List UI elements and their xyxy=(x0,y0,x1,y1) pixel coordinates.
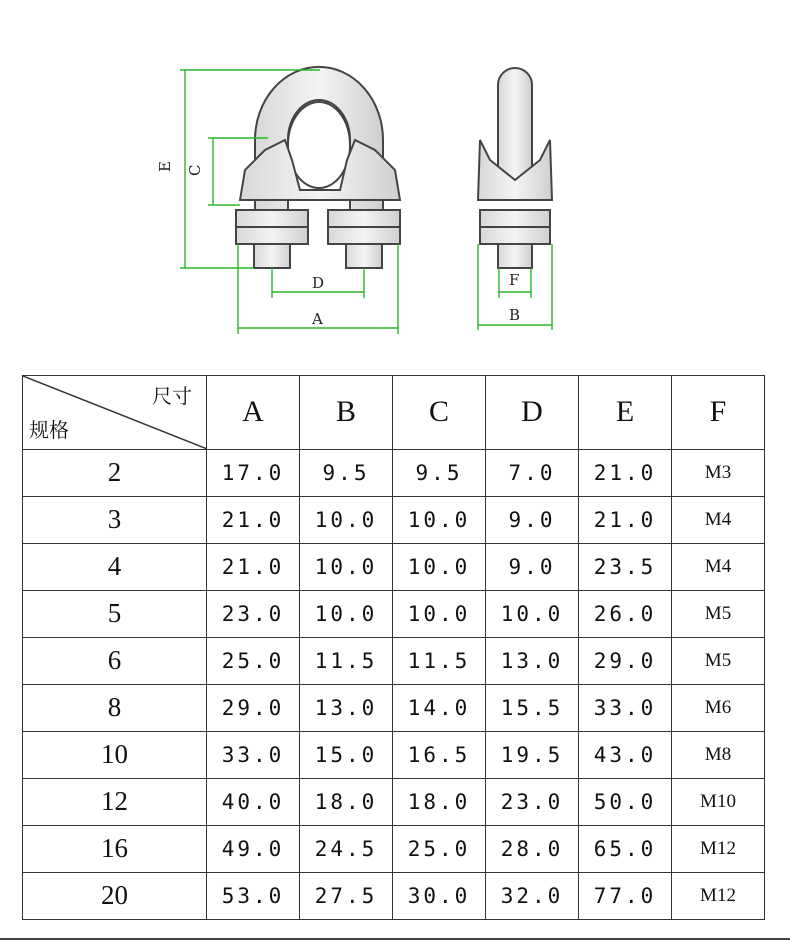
value-cell: 14.0 xyxy=(393,684,486,731)
value-cell: 21.0 xyxy=(207,543,300,590)
header-b: B xyxy=(300,376,393,450)
value-cell: 27.5 xyxy=(300,872,393,919)
value-cell: 16.5 xyxy=(393,731,486,778)
value-cell: 21.0 xyxy=(207,496,300,543)
table-row xyxy=(23,543,765,590)
size-cell: 6 xyxy=(23,637,207,684)
size-cell: 8 xyxy=(23,684,207,731)
size-cell: 20 xyxy=(23,872,207,919)
value-cell: 28.0 xyxy=(486,825,579,872)
thread-cell: M6 xyxy=(672,684,765,731)
front-view xyxy=(236,67,400,268)
header-row xyxy=(23,376,765,450)
thread-cell: M12 xyxy=(672,825,765,872)
thread-cell: M10 xyxy=(672,778,765,825)
size-cell: 10 xyxy=(23,731,207,778)
value-cell: 15.0 xyxy=(300,731,393,778)
table-row xyxy=(23,684,765,731)
dimension-header: 尺寸 xyxy=(152,384,192,408)
value-cell: 49.0 xyxy=(207,825,300,872)
value-cell: 10.0 xyxy=(486,590,579,637)
header-d: D xyxy=(486,376,579,450)
value-cell: 10.0 xyxy=(300,496,393,543)
thread-cell: M3 xyxy=(672,449,765,496)
dim-b-label: B xyxy=(509,306,521,324)
size-cell: 12 xyxy=(23,778,207,825)
value-cell: 21.0 xyxy=(579,449,672,496)
value-cell: 17.0 xyxy=(207,449,300,496)
value-cell: 26.0 xyxy=(579,590,672,637)
dim-f-label: F xyxy=(509,271,520,289)
wire-rope-clip-diagram xyxy=(0,0,790,360)
corner-header xyxy=(23,376,207,450)
header-a: A xyxy=(207,376,300,450)
size-cell: 3 xyxy=(23,496,207,543)
table-row xyxy=(23,778,765,825)
dim-e-label: E xyxy=(156,161,174,172)
thread-cell: M12 xyxy=(672,872,765,919)
value-cell: 53.0 xyxy=(207,872,300,919)
value-cell: 23.0 xyxy=(207,590,300,637)
value-cell: 32.0 xyxy=(486,872,579,919)
size-cell: 2 xyxy=(23,449,207,496)
value-cell: 9.5 xyxy=(393,449,486,496)
value-cell: 29.0 xyxy=(579,637,672,684)
table-row xyxy=(23,731,765,778)
value-cell: 10.0 xyxy=(300,543,393,590)
value-cell: 43.0 xyxy=(579,731,672,778)
dim-d-label: D xyxy=(312,274,325,292)
value-cell: 11.5 xyxy=(393,637,486,684)
value-cell: 19.5 xyxy=(486,731,579,778)
value-cell: 13.0 xyxy=(300,684,393,731)
thread-cell: M4 xyxy=(672,543,765,590)
header-c: C xyxy=(393,376,486,450)
value-cell: 25.0 xyxy=(207,637,300,684)
value-cell: 18.0 xyxy=(393,778,486,825)
value-cell: 9.0 xyxy=(486,496,579,543)
value-cell: 9.0 xyxy=(486,543,579,590)
value-cell: 10.0 xyxy=(393,590,486,637)
dim-a-label: A xyxy=(312,310,323,328)
value-cell: 33.0 xyxy=(207,731,300,778)
table-row xyxy=(23,637,765,684)
thread-cell: M4 xyxy=(672,496,765,543)
value-cell: 10.0 xyxy=(393,496,486,543)
header-f: F xyxy=(672,376,765,450)
value-cell: 77.0 xyxy=(579,872,672,919)
value-cell: 11.5 xyxy=(300,637,393,684)
value-cell: 21.0 xyxy=(579,496,672,543)
size-cell: 4 xyxy=(23,543,207,590)
thread-cell: M8 xyxy=(672,731,765,778)
value-cell: 65.0 xyxy=(579,825,672,872)
table-row xyxy=(23,872,765,919)
value-cell: 10.0 xyxy=(393,543,486,590)
value-cell: 18.0 xyxy=(300,778,393,825)
value-cell: 13.0 xyxy=(486,637,579,684)
spec-table xyxy=(22,375,765,920)
value-cell: 30.0 xyxy=(393,872,486,919)
thread-cell: M5 xyxy=(672,637,765,684)
spec-header: 规格 xyxy=(29,417,69,442)
value-cell: 15.5 xyxy=(486,684,579,731)
value-cell: 23.5 xyxy=(579,543,672,590)
value-cell: 50.0 xyxy=(579,778,672,825)
value-cell: 25.0 xyxy=(393,825,486,872)
value-cell: 7.0 xyxy=(486,449,579,496)
value-cell: 33.0 xyxy=(579,684,672,731)
value-cell: 24.5 xyxy=(300,825,393,872)
size-cell: 5 xyxy=(23,590,207,637)
value-cell: 10.0 xyxy=(300,590,393,637)
value-cell: 9.5 xyxy=(300,449,393,496)
value-cell: 23.0 xyxy=(486,778,579,825)
bottom-divider xyxy=(0,938,790,940)
thread-cell: M5 xyxy=(672,590,765,637)
dim-c-label: C xyxy=(186,164,204,176)
table-row xyxy=(23,449,765,496)
table-row xyxy=(23,825,765,872)
size-cell: 16 xyxy=(23,825,207,872)
table-row xyxy=(23,496,765,543)
table-row xyxy=(23,590,765,637)
header-e: E xyxy=(579,376,672,450)
value-cell: 40.0 xyxy=(207,778,300,825)
value-cell: 29.0 xyxy=(207,684,300,731)
side-view xyxy=(478,68,552,268)
